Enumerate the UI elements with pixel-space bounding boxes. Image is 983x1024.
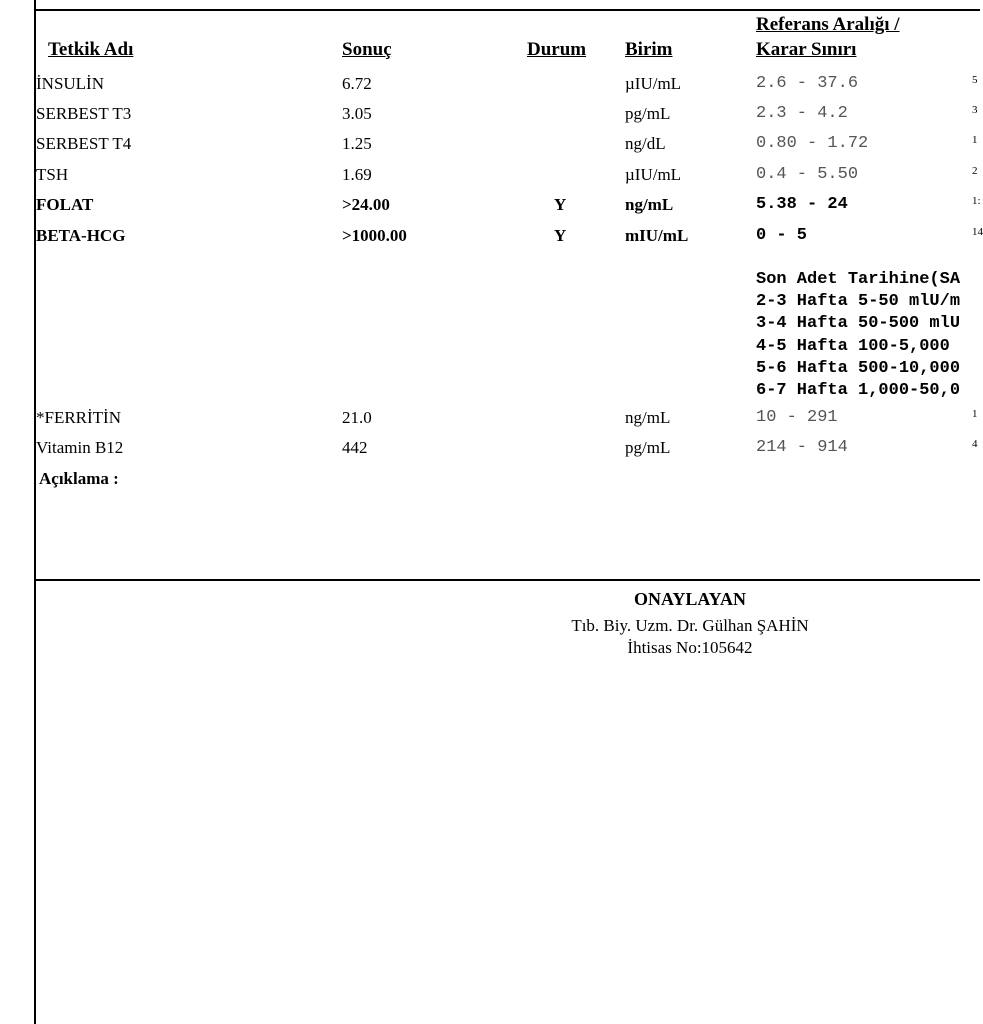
hcg-note-line: 3-4 Hafta 50-500 mlU — [756, 314, 961, 333]
top-border — [34, 9, 980, 11]
test-unit: ng/mL — [625, 195, 674, 214]
test-reference: 2.3 - 4.2 — [756, 104, 848, 123]
test-unit: mIU/mL — [625, 226, 689, 245]
test-result: 1.25 — [342, 134, 372, 153]
header-unit: Birim — [625, 39, 673, 60]
approval-title: ONAYLAYAN — [633, 589, 747, 609]
specialty-number: İhtisas No:105642 — [627, 638, 753, 657]
truncated-value: 1: — [972, 195, 981, 207]
test-status-flag: Y — [554, 226, 567, 245]
header-reference-line1: Referans Aralığı / — [756, 14, 900, 35]
truncated-value: 1 — [972, 408, 978, 420]
truncated-value: 4 — [972, 438, 978, 450]
test-reference: 214 - 914 — [756, 438, 848, 457]
test-unit: µIU/mL — [625, 165, 682, 184]
test-result: 21.0 — [342, 408, 372, 427]
test-reference: 0 - 5 — [756, 226, 808, 245]
header-reference-line2: Karar Sınırı — [756, 39, 857, 60]
test-reference: 2.6 - 37.6 — [756, 74, 859, 93]
hcg-note-line: 6-7 Hafta 1,000-50,0 — [756, 381, 961, 400]
test-unit: ng/dL — [625, 134, 666, 153]
test-result: >1000.00 — [342, 226, 407, 245]
test-reference: 5.38 - 24 — [756, 195, 848, 214]
test-unit: ng/mL — [625, 408, 671, 427]
test-name: Vitamin B12 — [36, 438, 124, 457]
hcg-note-line: 4-5 Hafta 100-5,000 — [756, 337, 950, 356]
truncated-value: 1 — [972, 134, 978, 146]
test-name: SERBEST T4 — [36, 134, 132, 153]
test-result: 442 — [342, 438, 368, 457]
test-name: FOLAT — [36, 195, 94, 214]
test-unit: pg/mL — [625, 104, 671, 123]
header-status: Durum — [527, 39, 587, 60]
header-test-name: Tetkik Adı — [48, 39, 134, 60]
test-name: İNSULİN — [36, 74, 104, 93]
test-result: 1.69 — [342, 165, 372, 184]
test-result: 6.72 — [342, 74, 372, 93]
test-result: 3.05 — [342, 104, 372, 123]
test-status-flag: Y — [554, 195, 567, 214]
test-reference: 0.80 - 1.72 — [756, 134, 869, 153]
test-unit: µIU/mL — [625, 74, 682, 93]
explanation-label: Açıklama : — [39, 469, 119, 488]
test-name: TSH — [36, 165, 69, 184]
hcg-note-line: 2-3 Hafta 5-50 mlU/m — [756, 292, 961, 311]
test-reference: 10 - 291 — [756, 408, 838, 427]
hcg-note-line: Son Adet Tarihine(SA — [756, 270, 961, 289]
test-result: >24.00 — [342, 195, 390, 214]
truncated-value: 14 — [972, 226, 983, 238]
hcg-note-line: 5-6 Hafta 500-10,000 — [756, 359, 961, 378]
section-divider — [34, 579, 980, 581]
test-name: *FERRİTİN — [36, 408, 121, 427]
header-result: Sonuç — [342, 39, 392, 60]
test-name: BETA-HCG — [36, 226, 126, 245]
truncated-value: 5 — [972, 74, 978, 86]
test-name: SERBEST T3 — [36, 104, 132, 123]
test-reference: 0.4 - 5.50 — [756, 165, 859, 184]
approver-name: Tıb. Biy. Uzm. Dr. Gülhan ŞAHİN — [571, 616, 809, 635]
truncated-value: 2 — [972, 165, 978, 177]
truncated-value: 3 — [972, 104, 978, 116]
test-unit: pg/mL — [625, 438, 671, 457]
